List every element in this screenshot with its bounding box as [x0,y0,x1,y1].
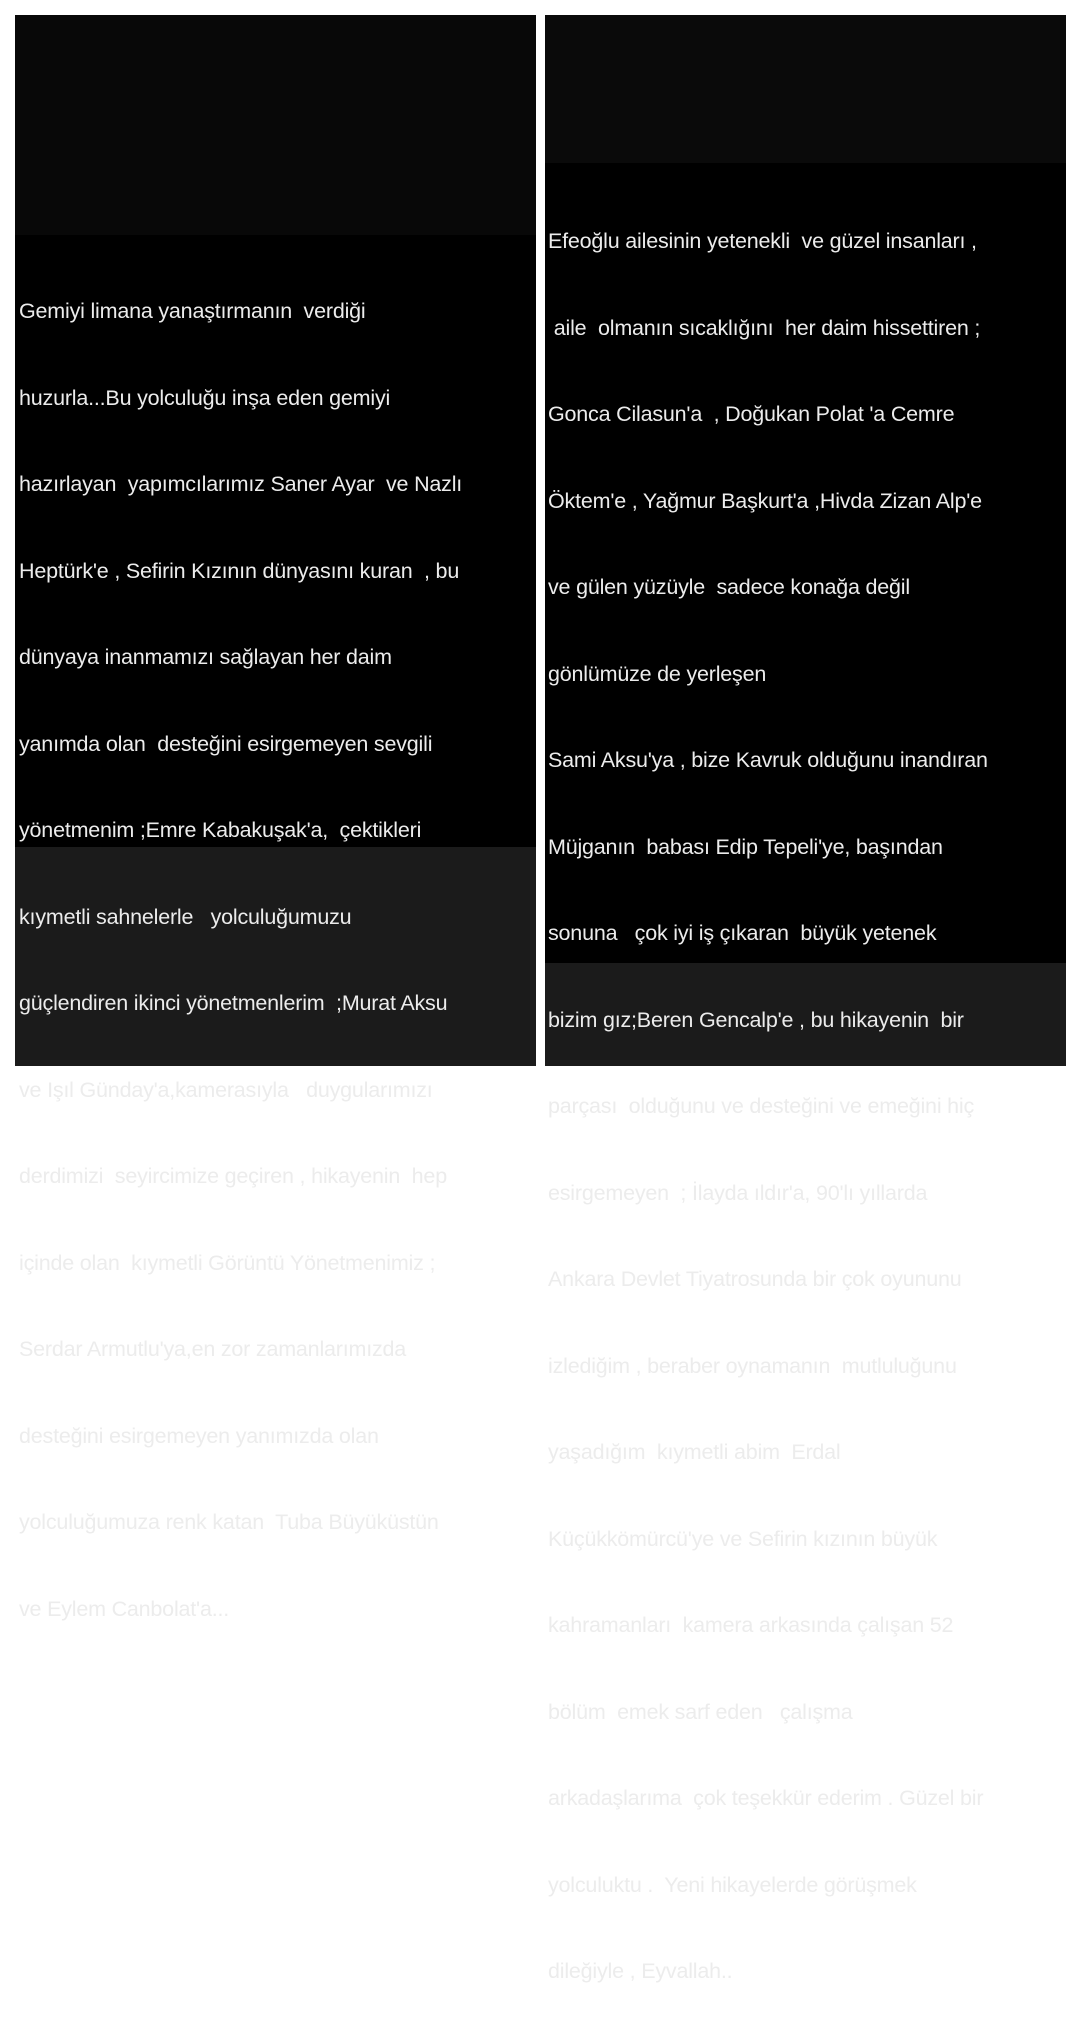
text-line: Heptürk'e , Sefirin Kızının dünyasını kuran , bu [19,558,460,583]
text-line: yanımda olan desteğini esirgemeyen sevgili [19,731,433,756]
message-text-right [548,173,988,2040]
text-line: yolculuktu . Yeni hikayelerde görüşmek [548,1872,917,1897]
text-line: Serdar Armutlu'ya,en zor zamanlarımızda [19,1337,407,1361]
text-line: hazırlayan yapımcılarımız Saner Ayar ve Nazlı [19,472,463,496]
text-line: dileğiyle , Eyvallah.. [548,1959,733,1983]
text-line: yaşadığım kıymetli abim Erdal [548,1440,841,1464]
text-line: sonuna çok iyi iş çıkaran büyük yetenek [548,921,937,945]
top-dark-band [15,15,536,235]
text-line: parçası olduğunu ve desteğini ve emeğini hiç [548,1094,975,1118]
text-line: güçlendiren ikinci yönetmenlerim ;Murat Aksu [19,991,448,1015]
text-line: Öktem'e , Yağmur Başkurt'a ,Hivda Zizan Alp'e [548,488,982,513]
text-line: Küçükkömürcü'ye ve Sefirin kızının büyük [548,1526,938,1551]
text-line: aile olmanın sıcaklığını her daim hissettiren ; [548,315,981,340]
text-line: ve gülen yüzüyle sadece konağa değil [548,575,910,599]
text-line: kahramanları kamera arkasında çalışan 52 [548,1613,954,1637]
text-line: yönetmenim ;Emre Kabakuşak'a, çektikleri [19,818,422,842]
text-line: içinde olan kıymetli Görüntü Yönetmenimiz ; [19,1250,436,1275]
text-line: Müjganın babası Edip Tepeli'ye, başından [548,834,943,859]
message-text-left [19,243,462,1677]
text-line: izlediğim , beraber oynamanın mutluluğunu [548,1353,957,1378]
text-line: arkadaşlarıma çok teşekkür ederim . Güzel bir [548,1786,984,1810]
text-line: dünyaya inanmamızı sağlayan her daim [19,645,392,669]
text-line: Ankara Devlet Tiyatrosunda bir çok oyununu [548,1267,962,1291]
text-line: Efeoğlu ailesinin yetenekli ve güzel insanları , [548,229,977,253]
top-dark-band [545,15,1066,163]
text-line: Gemiyi limana yanaştırmanın verdiği [19,299,366,323]
text-line: yolculuğumuza renk katan Tuba Büyüküstün [19,1510,439,1534]
right-screenshot-panel [545,15,1066,1983]
text-line: Gonca Cilasun'a , Doğukan Polat 'a Cemre [548,402,955,426]
text-line: esirgemeyen ; İlayda ıldır'a, 90'lı yıllarda [548,1180,928,1205]
text-line: bizim gız;Beren Gencalp'e , bu hikayenin bir [548,1007,964,1032]
text-line: derdimizi seyircimize geçiren , hikayenin hep [19,1164,447,1188]
text-line: ve Işıl Günday'a,kamerasıyla duygularımızı [19,1077,433,1102]
text-line: ve Eylem Canbolat'a... [19,1596,230,1621]
text-line: Sami Aksu'ya , bize Kavruk olduğunu inandıran [548,748,988,772]
text-line: bölüm emek sarf eden çalışma [548,1699,853,1724]
text-line: desteğini esirgemeyen yanımızda olan [19,1423,379,1448]
text-line: huzurla...Bu yolculuğu inşa eden gemiyi [19,385,391,410]
left-screenshot-panel [15,15,536,1621]
text-line: kıymetli sahnelerle yolculuğumuzu [19,904,352,929]
text-line: gönlümüze de yerleşen [548,661,767,686]
